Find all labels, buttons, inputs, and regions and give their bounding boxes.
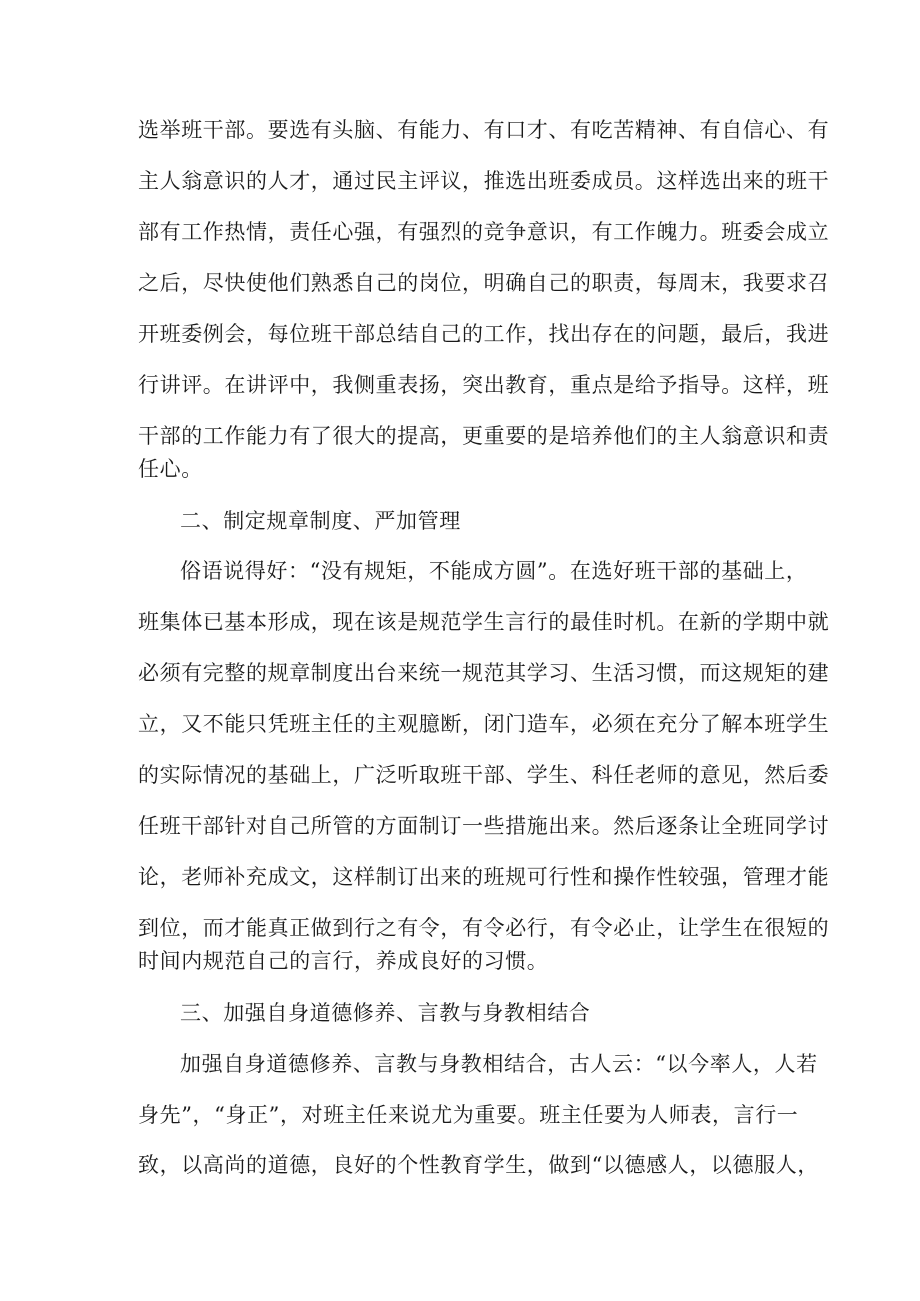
section-heading: 二、制定规章制度、严加管理 [180,509,461,533]
paragraph-line: 主人翁意识的人才，通过民主评议，推选出班委成员。这样选出来的班干 [138,169,830,193]
paragraph-line: 致，以高尚的道德，良好的个性教育学生，做到“以德感人，以德服人， [138,1153,819,1177]
paragraph-line: 开班委例会，每位班干部总结自己的工作，找出存在的问题，最后，我进 [138,322,830,346]
paragraph-line: 身先”，“身正”，对班主任来说尤为重要。班主任要为人师表，言行一 [138,1103,799,1127]
paragraph-line: 选举班干部。要选有头脑、有能力、有口才、有吃苦精神、有自信心、有 [138,118,830,142]
paragraph-line: 俗语说得好：“没有规矩，不能成方圆”。在选好班干部的基础上， [180,559,808,583]
paragraph-line: 班集体已基本形成，现在该是规范学生言行的最佳时机。在新的学期中就 [138,610,830,634]
paragraph-line: 干部的工作能力有了很大的提高，更重要的是培养他们的主人翁意识和责 [138,424,830,448]
paragraph-line: 部有工作热情，责任心强，有强烈的竞争意识，有工作魄力。班委会成立 [138,220,830,244]
paragraph-line: 任班干部针对自己所管的方面制订一些措施出来。然后逐条让全班同学讨 [138,814,830,838]
paragraph-line: 任心。 [138,457,203,481]
section-heading: 三、加强自身道德修养、言教与身教相结合 [180,1001,591,1025]
paragraph-line: 的实际情况的基础上，广泛听取班干部、学生、科任老师的意见，然后委 [138,763,830,787]
paragraph-line: 时间内规范自己的言行，养成良好的习惯。 [138,949,549,973]
paragraph-line: 必须有完整的规章制度出台来统一规范其学习、生活习惯，而这规矩的建 [138,661,830,685]
paragraph-line: 到位，而才能真正做到行之有令，有令必行，有令必止，让学生在很短的 [138,916,830,940]
paragraph-line: 之后，尽快使他们熟悉自己的岗位，明确自己的职责，每周末，我要求召 [138,271,830,295]
paragraph-line: 加强自身道德修养、言教与身教相结合，古人云：“以今率人，人若 [180,1052,818,1076]
paragraph-line: 立，又不能只凭班主任的主观臆断，闭门造车，必须在充分了解本班学生 [138,712,830,736]
paragraph-line: 行讲评。在讲评中，我侧重表扬，突出教育，重点是给予指导。这样，班 [138,373,830,397]
paragraph-line: 论，老师补充成文，这样制订出来的班规可行性和操作性较强，管理才能 [138,865,830,889]
